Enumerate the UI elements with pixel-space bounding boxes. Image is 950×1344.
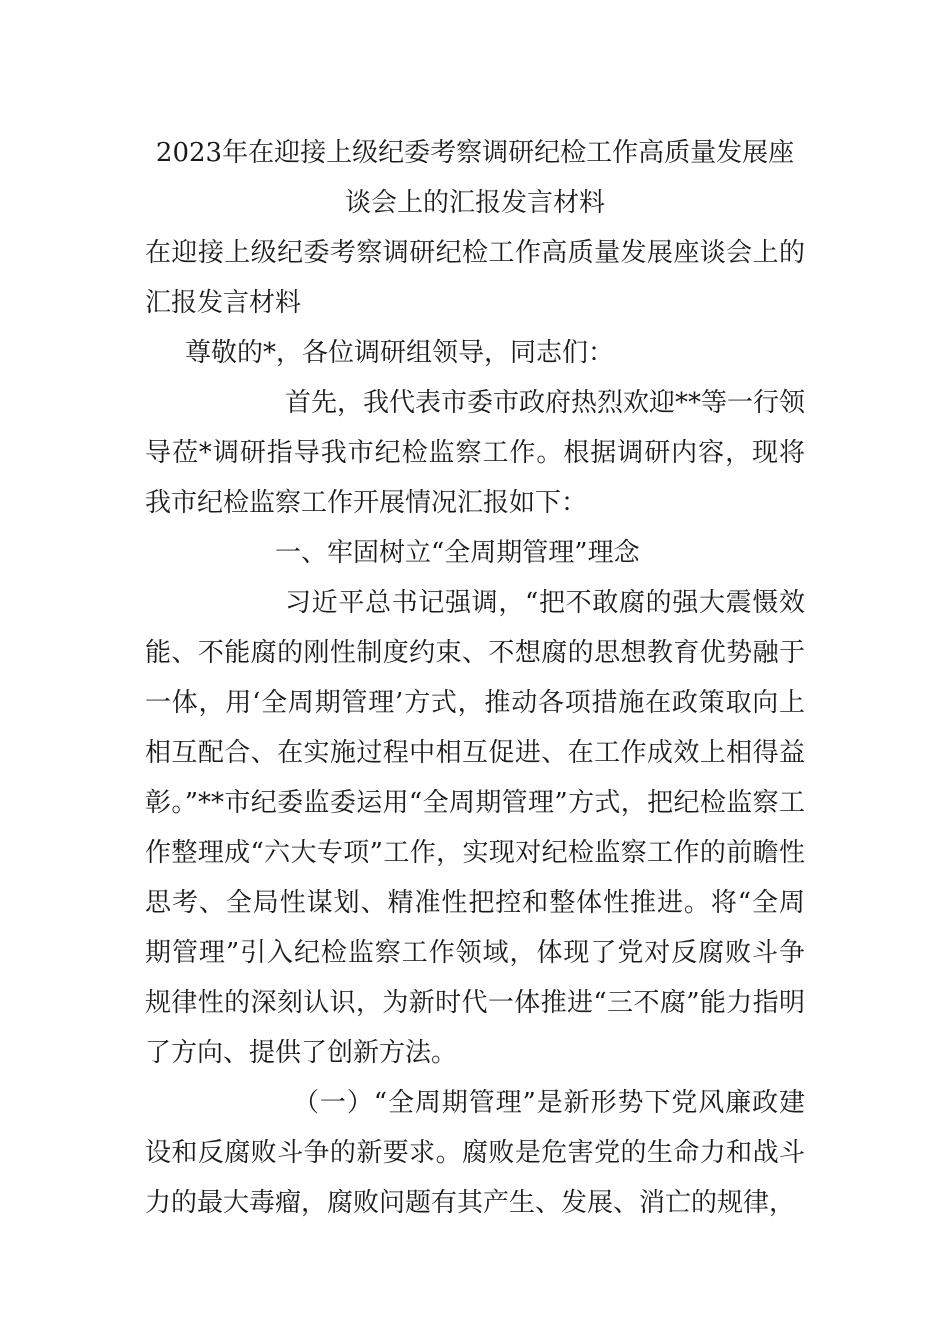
paragraph-intro: 首先，我代表市委市政府热烈欢迎**等一行领导莅*调研指导我市纪检监察工作。根据调研内容，现将我市纪检监察工作开展情况汇报如下： xyxy=(145,388,806,518)
document-title: 2023年在迎接上级纪委考察调研纪检工作高质量发展座谈会上的汇报发言材料 xyxy=(155,138,795,218)
document-subtitle: 在迎接上级纪委考察调研纪检工作高质量发展座谈会上的汇报发言材料 xyxy=(145,238,805,318)
section-heading: 一、牢固树立“全周期管理”理念 xyxy=(275,538,640,568)
greeting: 尊敬的*，各位调研组领导，同志们： xyxy=(185,338,615,368)
document-page xyxy=(145,128,805,1228)
paragraph-subsection: （一）“全周期管理”是新形势下党风廉政建设和反腐败斗争的新要求。腐败是危害党的生命力和战斗力的最大毒瘤，腐败问题有其产生、发展、消亡的规律， xyxy=(145,1088,805,1218)
paragraph-body: 习近平总书记强调，“把不敢腐的强大震慑效能、不能腐的刚性制度约束、不想腐的思想教育优势融于一体，用‘全周期管理’方式，推动各项措施在政策取向上相互配合、在实施过程中相互促进、在工作成效上相得益彰。”**市纪委监委运用“全周期管理”方式，把纪检监察工作整理成“六大专项”工作，实现对纪检监察工作的前瞻性思考、全局性谋划、精准性把控和整体性推进。将“全周期管理”引入纪检监察工作领域，体现了党对反腐败斗争规律性的深刻认识，为新时代一体推进“三不腐”能力指明了方向、提供了创新方法。 xyxy=(145,588,805,1068)
